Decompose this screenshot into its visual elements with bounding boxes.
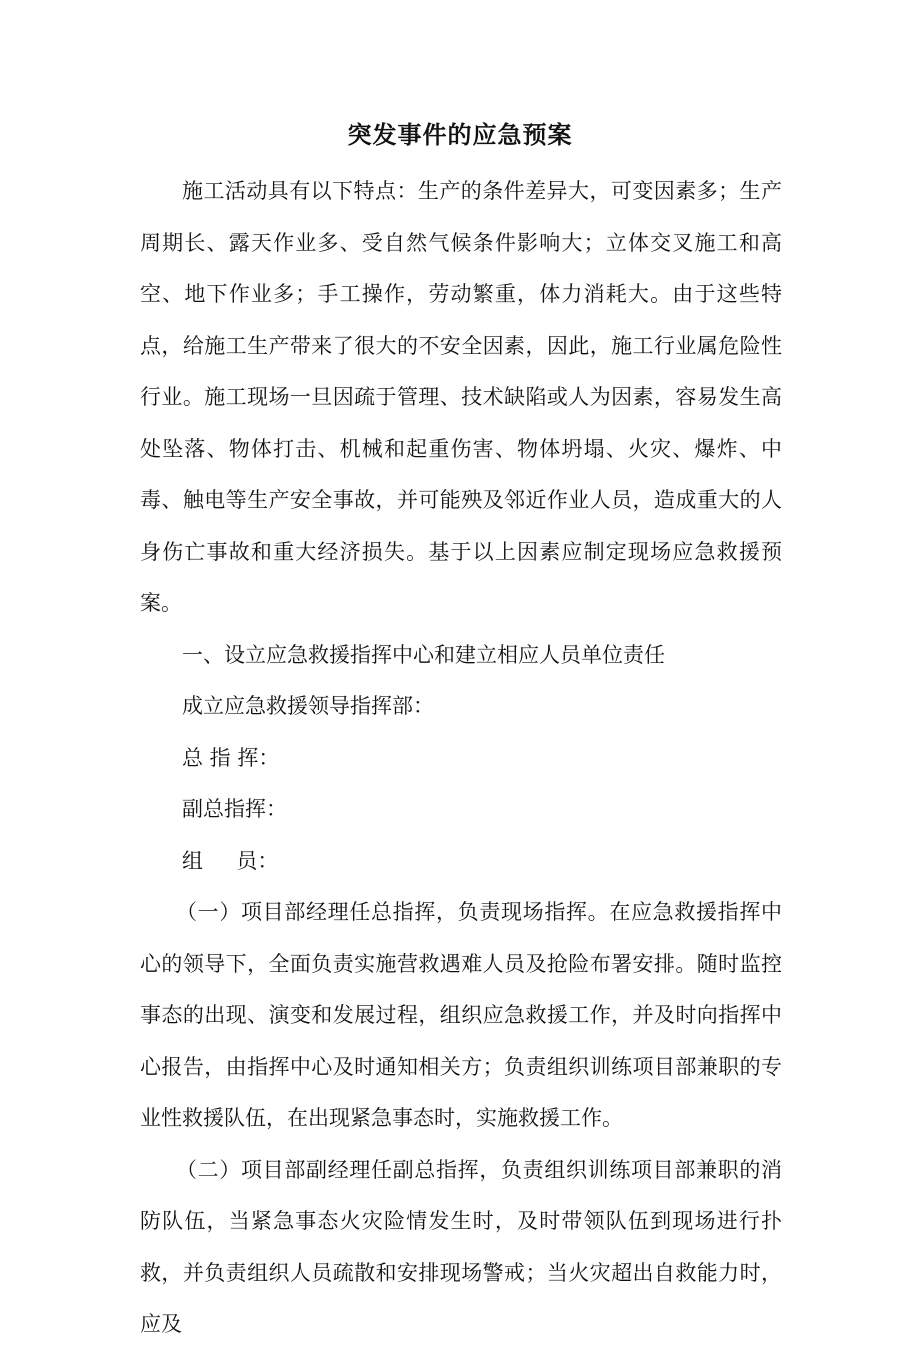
- section-1-heading: 一、设立应急救援指挥中心和建立相应人员单位责任: [182, 642, 665, 667]
- document-title: 突发事件的应急预案: [347, 120, 573, 149]
- intro-paragraph: 施工活动具有以下特点：生产的条件差异大，可变因素多；生产周期长、露天作业多、受自然气候条件影响大；立体交叉施工和高空、地下作业多；手工操作，劳动繁重，体力消耗大。由于这些特点，给施工生产带来了很大的不安全因素，因此，施工行业属危险性行业。施工现场一旦因疏于管理、技术缺陷或人为因素，容易发生高处坠落、物体打击、机械和起重伤害、物体坍塌、火灾、爆炸、中毒、触电等生产安全事故，并可能殃及邻近作业人员，造成重大的人身伤亡事故和重大经济损失。基于以上因素应制定现场应急救援预案。: [140, 179, 782, 615]
- leadership-heading: 成立应急救援领导指挥部：: [182, 694, 434, 718]
- item-2-paragraph: （二）项目部副经理任副总指挥，负责组织训练项目部兼职的消防队伍，当紧急事态火灾险情发生时，及时带领队伍到现场进行扑救，并负责组织人员疏散和安排现场警戒；当火灾超出自救能力时，应及: [140, 1157, 782, 1336]
- members-label: 组 员：: [182, 848, 279, 873]
- chief-commander-label: 总 指 挥：: [182, 745, 280, 770]
- document-body: [140, 166, 782, 1351]
- deputy-commander-label: 副总指挥：: [182, 797, 287, 821]
- item-1-paragraph: （一）项目部经理任总指挥，负责现场指挥。在应急救援指挥中心的领导下，全面负责实施营救遇难人员及抢险布署安排。随时监控事态的出现、演变和发展过程，组织应急救援工作，并及时向指挥中心报告，由指挥中心及时通知相关方；负责组织训练项目部兼职的专业性救援队伍，在出现紧急事态时，实施救援工作。: [140, 900, 782, 1130]
